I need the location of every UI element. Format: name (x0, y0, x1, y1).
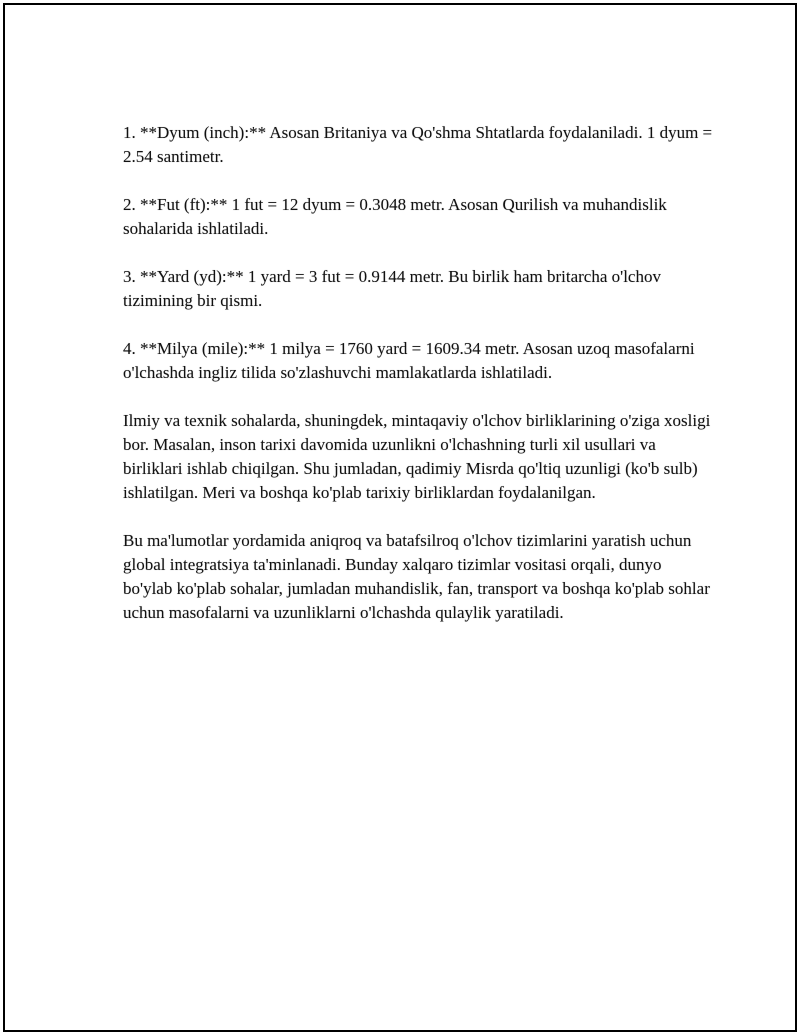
paragraph-inch: 1. **Dyum (inch):** Asosan Britaniya va Qo'shma Shtatlarda foydalaniladi. 1 dyum = 2.54 santimetr. (123, 123, 713, 166)
paragraph-yard: 3. **Yard (yd):** 1 yard = 3 fut = 0.9144 metr. Bu birlik ham britarcha o'lchov tizimining bir qismi. (123, 267, 661, 310)
paragraph-mile: 4. **Milya (mile):** 1 milya = 1760 yard = 1609.34 metr. Asosan uzoq masofalarni o'lchashda ingliz tilida so'zlashuvchi mamlakatlarda ishlatiladi. (123, 339, 695, 382)
paragraph-foot: 2. **Fut (ft):** 1 fut = 12 dyum = 0.3048 metr. Asosan Qurilish va muhandislik sohalarida ishlatiladi. (123, 195, 667, 238)
paragraph-historical-units: Ilmiy va texnik sohalarda, shuningdek, mintaqaviy o'lchov birliklarining o'ziga xosligi bor. Masalan, inson tarixi davomida uzunlikni o'lchashning turli xil usullari va birliklari ishlab chiqilgan. Shu jumladan, qadimiy Misrda qo'ltiq uzunligi (ko'b sulb) ishlatilgan. Meri va boshqa ko'plab tarixiy birliklardan foydalanilgan. (123, 411, 711, 502)
document-body (123, 121, 713, 649)
page-border (3, 3, 797, 1032)
paragraph-global-integration: Bu ma'lumotlar yordamida aniqroq va batafsilroq o'lchov tizimlarini yaratish uchun global integratsiya ta'minlanadi. Bunday xalqaro tizimlar vositasi orqali, dunyo bo'ylab ko'plab sohalar, jumladan muhandislik, fan, transport va boshqa ko'plab sohlar uchun masofalarni va uzunliklarni o'lchashda qulaylik yaratiladi. (123, 531, 710, 622)
